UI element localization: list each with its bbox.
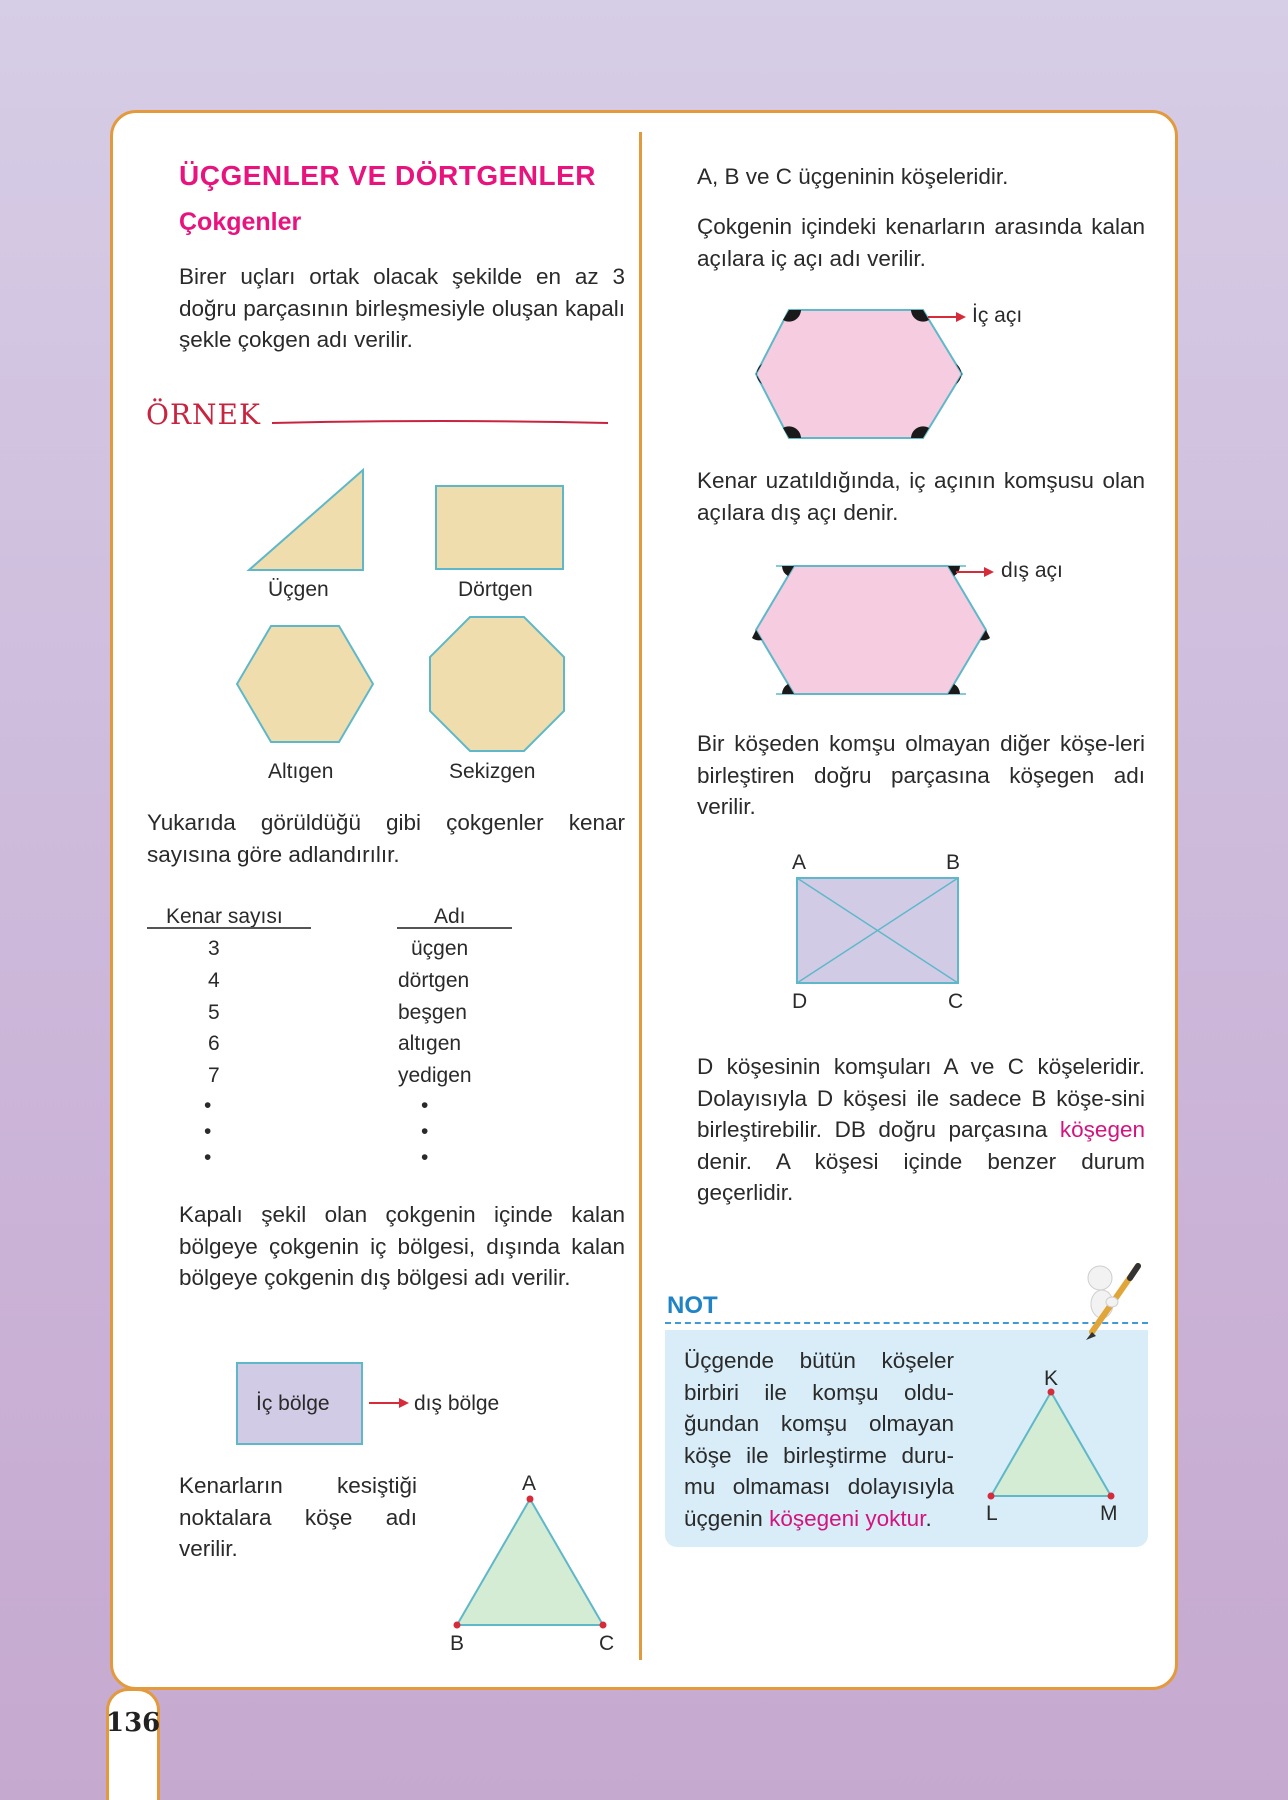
- example-label: ÖRNEK: [146, 398, 261, 431]
- table-header-underline: [397, 927, 512, 929]
- table-ellipsis: •: [204, 1146, 212, 1169]
- outer-region-label: dış bölge: [414, 1392, 500, 1415]
- rect-label-d: D: [792, 990, 808, 1013]
- column-divider: [639, 132, 642, 1660]
- octagon-label: Sekizgen: [449, 760, 536, 783]
- rect-label-c: C: [948, 990, 964, 1013]
- pencil-figure-icon: [1076, 1262, 1144, 1342]
- table-cell-sides: 3: [208, 937, 220, 960]
- table-cell-name: dörtgen: [398, 969, 470, 992]
- table-ellipsis: •: [204, 1094, 212, 1117]
- table-ellipsis: •: [421, 1146, 429, 1169]
- rect-label-b: B: [946, 851, 961, 874]
- triangle-label: Üçgen: [268, 578, 329, 601]
- quadrilateral-shape: [435, 485, 565, 571]
- table-cell-name: altıgen: [398, 1032, 462, 1055]
- diag-text-part-1: D köşesinin komşuları A ve C köşeleridir. Dolayısıyla D köşesi ile sadece B köşe-sini birleştirebilir. DB doğru parçasına: [697, 1054, 1145, 1142]
- table-ellipsis: •: [204, 1120, 212, 1143]
- table-header-underline: [147, 927, 311, 929]
- exterior-angle-hexagon: [752, 562, 988, 698]
- region-paragraph: Kapalı şekil olan çokgenin içinde kalan bölgeye çokgenin iç bölgesi, dışında kalan bölgeye çokgenin dış bölgesi adı verilir.: [179, 1202, 625, 1290]
- table-ellipsis: •: [421, 1120, 429, 1143]
- table-header-sides: Kenar sayısı: [166, 905, 283, 928]
- diagonal-term: köşegen: [1059, 1117, 1145, 1142]
- table-cell-sides: 6: [208, 1032, 220, 1055]
- intro-paragraph: Birer uçları ortak olacak şekilde en az 3 doğru parçasının birleşmesiyle oluşan kapalı şekle çokgen adı verilir.: [179, 264, 625, 352]
- section-subtitle: Çokgenler: [179, 208, 302, 236]
- rectangle-abcd: [796, 877, 960, 985]
- vertex-label-c: C: [599, 1632, 615, 1655]
- table-cell-name: beşgen: [398, 1001, 467, 1024]
- diagonal-paragraph: Bir köşeden komşu olmayan diğer köşe-leri birleştiren doğru parçasına köşegen adı verilir.: [697, 731, 1145, 819]
- rect-label-a: A: [792, 851, 807, 874]
- vertex-label-l: L: [986, 1502, 998, 1525]
- hexagon-label: Altıgen: [268, 760, 334, 783]
- exterior-angle-paragraph: Kenar uzatıldığında, iç açının komşusu olan açılara dış açı denir.: [697, 468, 1145, 525]
- diag-text-part-2: denir. A köşesi içinde benzer durum geçerlidir.: [697, 1148, 1145, 1205]
- note-text-part-2: .: [925, 1505, 932, 1531]
- table-ellipsis: •: [421, 1094, 429, 1117]
- note-text-part-1: Üçgende bütün köşeler birbiri ile komşu oldu-ğundan komşu olmayan köşe ile birleştirme duru-mu olmaması dolayısıyla üçgenin: [684, 1348, 954, 1531]
- arrow-icon: [928, 311, 966, 323]
- note-paragraph: [684, 1345, 954, 1534]
- naming-paragraph: Yukarıda görüldüğü gibi çokgenler kenar sayısına göre adlandırılır.: [147, 810, 625, 867]
- page-number-tab: [106, 1688, 160, 1800]
- hexagon-shape: [235, 624, 375, 746]
- table-cell-name: üçgen: [411, 937, 469, 960]
- table-cell-name: yedigen: [398, 1064, 472, 1087]
- quadrilateral-label: Dörtgen: [458, 578, 533, 601]
- arrow-icon: [956, 566, 994, 578]
- exterior-angle-label: dış açı: [1001, 559, 1063, 582]
- triangle-abc: [455, 1495, 607, 1631]
- table-cell-sides: 4: [208, 969, 220, 992]
- vertex-label-k: K: [1044, 1367, 1059, 1390]
- vertices-paragraph: A, B ve C üçgeninin köşeleridir.: [697, 164, 1009, 189]
- vertex-label-b: B: [450, 1632, 465, 1655]
- table-cell-sides: 7: [208, 1064, 220, 1087]
- page-title: ÜÇGENLER VE DÖRTGENLER: [179, 160, 597, 191]
- vertex-label-a: A: [522, 1472, 537, 1495]
- vertex-label-m: M: [1100, 1502, 1118, 1525]
- vertex-paragraph: Kenarların kesiştiği noktalara köşe adı verilir.: [179, 1473, 417, 1561]
- triangle-shape: [247, 468, 367, 572]
- interior-angle-label: İç açı: [972, 304, 1023, 327]
- note-highlight: köşegeni yoktur: [769, 1505, 926, 1531]
- diagonal-explanation: [697, 1051, 1145, 1209]
- octagon-shape: [428, 615, 566, 753]
- triangle-klm: [987, 1388, 1115, 1502]
- interior-angle-hexagon: [754, 308, 966, 440]
- note-heading: NOT: [667, 1292, 718, 1319]
- table-header-name: Adı: [434, 905, 466, 928]
- table-cell-sides: 5: [208, 1001, 220, 1024]
- inner-region-label: İç bölge: [256, 1392, 330, 1415]
- page-number: 136: [106, 1708, 161, 1738]
- example-underline: [272, 418, 608, 428]
- interior-angle-paragraph: Çokgenin içindeki kenarların arasında kalan açılara iç açı adı verilir.: [697, 214, 1145, 271]
- arrow-icon: [369, 1397, 409, 1409]
